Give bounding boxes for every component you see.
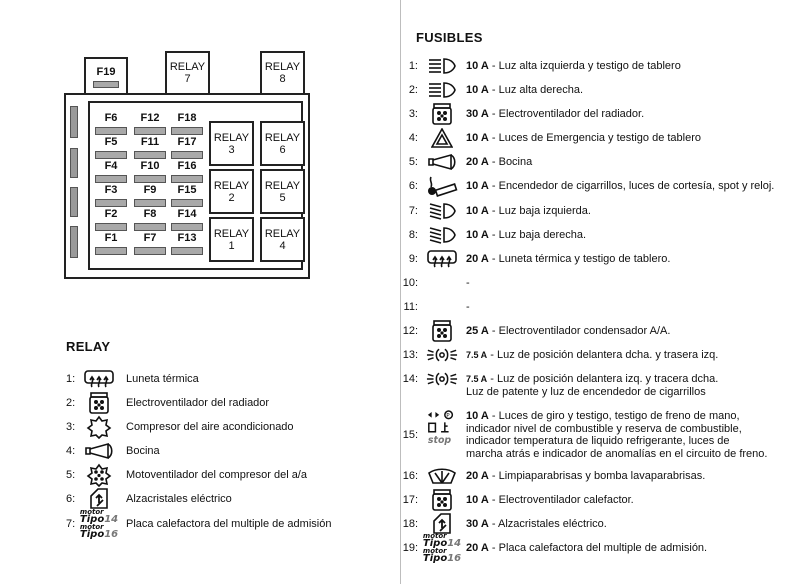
relay-5-title: RELAY (264, 179, 301, 192)
relay-5-num: 5 (279, 191, 286, 204)
rear-defroster-icon (426, 249, 458, 269)
relay-legend-number: 7: (66, 518, 76, 530)
fuse-text: - Placa calefactora del multiple de admisión. (488, 542, 708, 554)
fuse-number: 3: (408, 108, 418, 120)
fuse-amperage: 10 A (466, 84, 489, 96)
empty-icon (426, 273, 458, 293)
fuse-description (466, 325, 670, 338)
fuse-f19-block (84, 57, 128, 95)
fuse-item (396, 470, 705, 486)
fuse-item (396, 253, 670, 269)
relay-8-title: RELAY (264, 61, 301, 73)
fuse-label-f1: F1 (104, 232, 118, 244)
fuse-slot-f12 (134, 127, 166, 135)
relay-4-box (260, 217, 305, 262)
fuse-text: - Encendedor de cigarrillos, luces de cortesía, spot y reloj. (488, 180, 775, 192)
relay-1-box (209, 217, 254, 262)
fuse-slot-f17 (171, 151, 203, 159)
fuse-text: - Luz de posición delantera izq. y tracera dcha. Luz de patente y luz de encendedor de cigarrillos (466, 373, 719, 398)
fuse-number: 1: (408, 60, 418, 72)
fuse-slot-f14 (171, 223, 203, 231)
fuse-number: 2: (408, 84, 418, 96)
relay-legend-text: Placa calefactora del multiple de admisión (126, 518, 332, 530)
fuse-item (396, 277, 470, 293)
fuse-number: 13: (402, 349, 418, 361)
fuse-description (466, 277, 470, 290)
fuse-amperage: 10 A (466, 494, 489, 506)
fuse-description (466, 470, 705, 483)
fuse-slot-f15 (171, 199, 203, 207)
fuse-number: 15: (402, 429, 418, 441)
fuse-description (466, 349, 718, 362)
fuse-item (396, 229, 586, 245)
compressor-icon (84, 415, 114, 439)
relay-legend-number: 3: (66, 421, 76, 433)
fuse-label-f14: F14 (177, 208, 197, 220)
fuse-item (396, 84, 583, 100)
fuse-label-f8: F8 (143, 208, 157, 220)
horn-icon (426, 152, 458, 172)
lighter-icon (426, 176, 458, 196)
fuse-label-f9: F9 (143, 184, 157, 196)
connector-slot (70, 106, 78, 138)
fuse-item (396, 108, 644, 124)
fuse-amperage: 20 A (466, 253, 489, 265)
fuse-slot-f16 (171, 175, 203, 183)
multi-warning-icon (426, 408, 458, 448)
fuse-amperage: 7.5 A (466, 374, 488, 384)
connector-slot (70, 187, 78, 217)
fuse-slot-f10 (134, 175, 166, 183)
fuse-amperage: 25 A (466, 325, 489, 337)
fuse-slot-f7 (134, 247, 166, 255)
fuse-description (466, 205, 591, 218)
fuse-number: 9: (408, 253, 418, 265)
hazard-icon (426, 128, 458, 148)
fuse-text: - Luneta térmica y testigo de tablero. (488, 253, 671, 265)
fuse-number: 5: (408, 156, 418, 168)
fuse-slot-f1 (95, 247, 127, 255)
relay-legend-text: Motoventilador del compresor del a/a (126, 469, 307, 481)
fuse-text: - Electroventilador calefactor. (488, 494, 634, 506)
fuse-item (396, 156, 532, 172)
relay-legend-text: Compresor del aire acondicionado (126, 421, 294, 433)
fuse-text: - Bocina (488, 156, 533, 168)
position-light-icon (426, 345, 458, 365)
fuse-text: - Limpiaparabrisas y bomba lavaparabrisas. (488, 470, 706, 482)
stop-text: stop (427, 435, 452, 447)
fuse-text: - Luces de giro y testigo, testigo de freno de mano, indicador nivel de combustible y reserva de combustible, indicador temperatura de liquido refrigerante, luces de marcha atrás e indicador de anomalías en el circuito de freno. (466, 410, 768, 460)
fuse-number: 17: (402, 494, 418, 506)
fuse-slot-f8 (134, 223, 166, 231)
relay-7-title: RELAY (169, 61, 206, 73)
fuse-label-f18: F18 (177, 112, 197, 124)
fuse-item (396, 410, 767, 460)
fuse-text: - Luces de Emergencia y testigo de tablero (488, 132, 702, 144)
fuse-slot-f5 (95, 151, 127, 159)
svg-text:P: P (446, 413, 450, 420)
fuse-amperage: 10 A (466, 132, 489, 144)
relay-legend-number: 1: (66, 373, 76, 385)
relay-legend-text: Luneta térmica (126, 373, 199, 385)
relay-legend-number: 6: (66, 493, 76, 505)
relay-4-title: RELAY (264, 227, 301, 240)
relay-6-box (260, 121, 305, 166)
fuse-description (466, 60, 681, 73)
relay-3-num: 3 (228, 143, 235, 156)
fuse-text: - Electroventilador del radiador. (488, 108, 645, 120)
relay-1-title: RELAY (213, 227, 250, 240)
relay-legend-text: Electroventilador del radiador (126, 397, 270, 409)
fuse-item (396, 60, 681, 76)
relay-section-title: RELAY (66, 339, 111, 354)
fuse-slot-f6 (95, 127, 127, 135)
fuse-label-f16: F16 (177, 160, 197, 172)
fuse-item (396, 349, 718, 365)
fuse-amperage: 30 A (466, 518, 489, 530)
fuse-text: - (466, 301, 470, 313)
fuse-label-f11: F11 (140, 136, 160, 148)
connector-slot (70, 148, 78, 178)
fuse-amperage: 7.5 A (466, 350, 488, 360)
fuse-slot-f19 (93, 81, 119, 88)
fuse-slot-f18 (171, 127, 203, 135)
fuse-description (466, 410, 767, 460)
fuse-label-f3: F3 (104, 184, 118, 196)
fuse-item (396, 132, 701, 148)
fuse-slot-f13 (171, 247, 203, 255)
relay-7-box (165, 51, 210, 95)
fuse-number: 4: (408, 132, 418, 144)
relay-3-box (209, 121, 254, 166)
relay-legend-number: 2: (66, 397, 76, 409)
relay-legend-text: Bocina (126, 445, 160, 457)
fuse-text: - Luz de posición delantera dcha. y trasera izq. (487, 349, 719, 361)
motor-tipo-icon: motor Tipo14 motor Tipo16 (422, 532, 462, 564)
fuse-item (396, 205, 591, 221)
fuse-text: - (466, 277, 470, 289)
relay-8-box (260, 51, 305, 95)
rear-defroster-icon (84, 367, 114, 391)
fuse-label-f4: F4 (104, 160, 118, 172)
fuse-number: 12: (402, 325, 418, 337)
relay-5-box (260, 169, 305, 214)
fuse-slot-f3 (95, 199, 127, 207)
horn-icon (84, 439, 114, 463)
fuse-amperage: 10 A (466, 410, 489, 422)
fuse-number: 10: (402, 277, 418, 289)
fuse-number: 11: (403, 301, 418, 313)
low-beam-icon (426, 225, 458, 245)
relay-1-num: 1 (228, 239, 235, 252)
fuse-slot-f2 (95, 223, 127, 231)
fuse-description (466, 253, 670, 266)
fuse-label-f7: F7 (143, 232, 157, 244)
fuse-item (396, 373, 718, 398)
heater-fan-icon (426, 490, 458, 510)
fuse-item (396, 180, 774, 196)
connector-slot (70, 226, 78, 258)
high-beam-icon (426, 80, 458, 100)
fan-icon (426, 321, 458, 341)
fuse-text: - Luz baja izquierda. (488, 205, 591, 217)
fuse-label-f2: F2 (104, 208, 118, 220)
fusibles-section-title: FUSIBLES (416, 30, 483, 45)
fuse-label-f12: F12 (140, 112, 160, 124)
fuse-label-f13: F13 (177, 232, 197, 244)
fuse-amperage: 20 A (466, 542, 489, 554)
relay-6-num: 6 (279, 143, 286, 156)
fuse-amperage: 10 A (466, 229, 489, 241)
fuse-item (396, 532, 708, 564)
fuse-amperage: 10 A (466, 180, 489, 192)
fuse-item (396, 325, 670, 341)
fuse-label-f5: F5 (104, 136, 118, 148)
motor-tipo-icon: motor Tipo14 motor Tipo16 (79, 508, 119, 540)
fuse-description (466, 108, 644, 121)
low-beam-icon (426, 201, 458, 221)
fuse-label-f17: F17 (177, 136, 197, 148)
fuse-label-f6: F6 (104, 112, 118, 124)
fuse-amperage: 20 A (466, 470, 489, 482)
relay-3-title: RELAY (213, 131, 250, 144)
power-window-icon (426, 514, 458, 534)
relay-2-box (209, 169, 254, 214)
relay-2-title: RELAY (213, 179, 250, 192)
fuse-text: - Alzacristales eléctrico. (488, 518, 607, 530)
fuse-label-f15: F15 (177, 184, 197, 196)
fuse-number: 7: (408, 205, 418, 217)
fuse-number: 19: (402, 542, 418, 554)
fuse-slot-f11 (134, 151, 166, 159)
wiper-icon (426, 466, 458, 486)
fuse-number: 6: (408, 180, 418, 192)
fan-icon (84, 391, 114, 415)
fuse-description (466, 494, 634, 507)
fuse-amperage: 10 A (466, 60, 489, 72)
relay-legend-number: 5: (66, 469, 76, 481)
fuse-text: - Electroventilador condensador A/A. (488, 325, 671, 337)
fuse-slot-f4 (95, 175, 127, 183)
fuse-description (466, 542, 707, 555)
fuse-text: - Luz alta izquierda y testigo de tablero (488, 60, 681, 72)
fuse-amperage: 30 A (466, 108, 489, 120)
fuse-text: - Luz alta derecha. (488, 84, 583, 96)
fuse-description (466, 229, 586, 242)
fuse-number: 8: (408, 229, 418, 241)
fuse-description (466, 84, 583, 97)
fuse-number: 16: (402, 470, 418, 482)
fuse-description (466, 156, 532, 169)
relay-legend-number: 4: (66, 445, 76, 457)
fuse-label-f10: F10 (140, 160, 160, 172)
relay-2-num: 2 (228, 191, 235, 204)
fuse-amperage: 20 A (466, 156, 489, 168)
fuse-description (466, 301, 470, 314)
motor-fan-icon (84, 463, 114, 487)
high-beam-icon (426, 56, 458, 76)
fan-icon (426, 104, 458, 124)
fuse-item (396, 494, 634, 510)
relay-8-num: 8 (279, 73, 286, 85)
fuse-number: 14: (402, 373, 418, 385)
fuse-text: - Luz baja derecha. (488, 229, 587, 241)
empty-icon (426, 297, 458, 317)
fuse-label-f19: F19 (96, 66, 116, 78)
fuse-number: 18: (402, 518, 418, 530)
relay-legend-text: Alzacristales eléctrico (126, 493, 232, 505)
fuse-item (396, 301, 470, 317)
relay-7-num: 7 (184, 73, 191, 85)
fuse-description (466, 373, 718, 398)
position-light-icon (426, 369, 458, 389)
relay-4-num: 4 (279, 239, 286, 252)
relay-6-title: RELAY (264, 131, 301, 144)
fuse-description (466, 132, 701, 145)
fuse-slot-f9 (134, 199, 166, 207)
fuse-amperage: 10 A (466, 205, 489, 217)
fuse-description (466, 180, 774, 193)
fuse-description (466, 518, 607, 531)
